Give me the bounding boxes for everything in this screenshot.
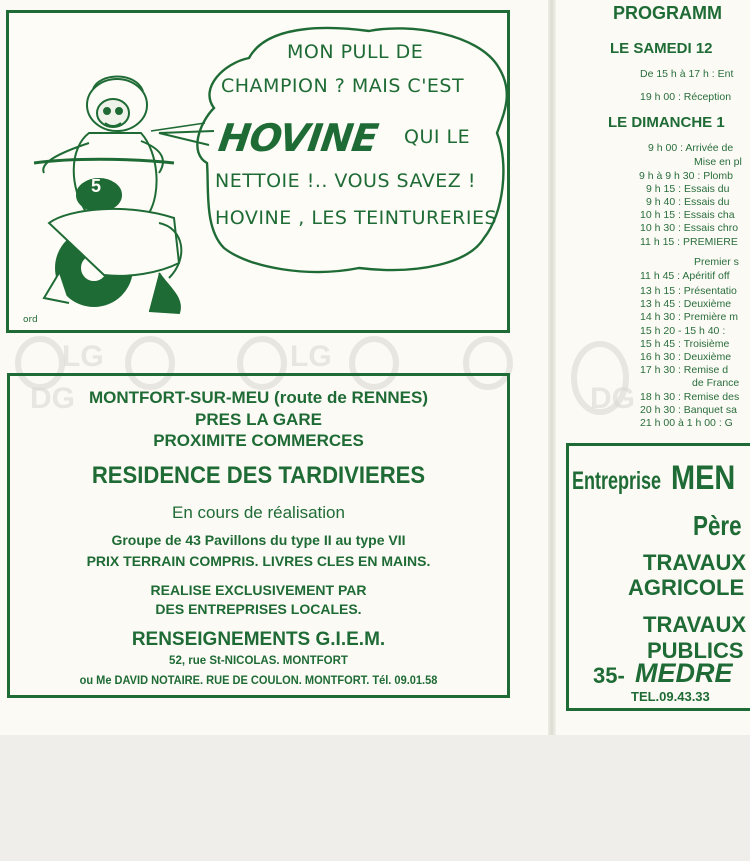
sunday-item: 13 h 15 : Présentatio xyxy=(640,285,737,297)
entreprise-trade-1a: TRAVAUX xyxy=(643,550,747,575)
bubble-line-2: CHAMPION ? MAIS C'EST xyxy=(221,75,465,97)
residence-details-2: PRIX TERRAIN COMPRIS. LIVRES CLES EN MAINS. xyxy=(86,553,431,569)
entreprise-trade-2a: TRAVAUX xyxy=(643,612,747,637)
watermark-text-2: LG xyxy=(290,340,332,373)
residence-name: RESIDENCE DES TARDIVIERES xyxy=(91,462,426,489)
entreprise-prefix: Entreprise xyxy=(572,467,662,495)
sunday-item: 18 h 30 : Remise des xyxy=(640,391,740,403)
residence-builders-2: DES ENTREPRISES LOCALES. xyxy=(155,601,362,617)
sunday-item: 11 h 15 : PREMIERE xyxy=(640,236,738,248)
sunday-item: 10 h 15 : Essais cha xyxy=(640,209,735,221)
entreprise-trade-1b: AGRICOLE xyxy=(628,575,745,600)
sunday-item: de France xyxy=(692,377,740,389)
residence-details-1: Groupe de 43 Pavillons du type II au type VII xyxy=(111,532,406,548)
programme-sunday: LE DIMANCHE 1 xyxy=(608,114,725,131)
saturday-item: De 15 h à 17 h : Ent xyxy=(640,68,734,80)
sunday-item: 9 h à 9 h 30 : Plomb xyxy=(639,170,733,182)
residence-near-station: PRES LA GARE xyxy=(195,410,322,429)
residence-contact: ou Me DAVID NOTAIRE. RUE DE COULON. MONTFORT. Tél. 09.01.58 xyxy=(79,675,438,687)
sunday-item: 17 h 30 : Remise d xyxy=(640,364,729,376)
residence-near-shops: PROXIMITE COMMERCES xyxy=(153,431,364,450)
saturday-item: 19 h 00 : Réception xyxy=(640,91,732,103)
sunday-item: 15 h 20 - 15 h 40 : xyxy=(640,325,726,337)
programme-title: PROGRAMM xyxy=(613,3,722,23)
entreprise-phone: TEL.09.43.33 xyxy=(631,689,710,704)
hovine-cartoon-ad xyxy=(6,10,510,333)
rider-number: 5 xyxy=(91,176,102,196)
entreprise-ad xyxy=(566,443,750,711)
sunday-item: 9 h 40 : Essais du xyxy=(646,196,730,208)
sunday-item: 16 h 30 : Deuxième xyxy=(640,351,732,363)
residence-address: 52, rue St-NICOLAS. MONTFORT xyxy=(169,655,348,667)
entreprise-name: MEN xyxy=(671,459,736,497)
sunday-item: 9 h 15 : Essais du xyxy=(646,183,730,195)
sunday-item: 15 h 45 : Troisième xyxy=(640,338,730,350)
sunday-item: 21 h 00 à 1 h 00 : G xyxy=(640,417,733,429)
entreprise-trade-2b: PUBLICS xyxy=(647,638,744,663)
residence-status: En cours de réalisation xyxy=(172,503,345,522)
sunday-item: 10 h 30 : Essais chro xyxy=(640,222,739,234)
hovine-brand: HOVINE xyxy=(215,116,381,160)
sunday-item: 20 h 30 : Banquet sa xyxy=(640,404,737,416)
watermark-text-1: LG xyxy=(62,340,104,373)
residence-builders-1: REALISE EXCLUSIVEMENT PAR xyxy=(150,582,367,598)
sunday-item: Mise en pl xyxy=(694,156,742,168)
bubble-line-3: QUI LE xyxy=(404,126,471,148)
entreprise-town: MEDRE xyxy=(635,658,733,688)
entreprise-dept: 35- xyxy=(593,663,625,688)
bubble-line-1: MON PULL DE xyxy=(287,41,424,63)
residence-location: MONTFORT-SUR-MEU (route de RENNES) xyxy=(88,388,429,407)
entreprise-pere: Père xyxy=(693,510,742,541)
sunday-item: 9 h 00 : Arrivée de xyxy=(648,142,734,154)
page-fold xyxy=(548,0,556,735)
sunday-item: Premier s xyxy=(694,256,739,268)
sunday-item: 13 h 45 : Deuxième xyxy=(640,298,732,310)
watermark-text-3: DG xyxy=(30,382,75,415)
residence-info-title: RENSEIGNEMENTS G.I.E.M. xyxy=(131,629,386,650)
bubble-line-5: HOVINE , LES TEINTURERIES xyxy=(215,207,498,229)
sunday-item: 14 h 30 : Première m xyxy=(640,311,739,323)
scan-background xyxy=(0,735,750,861)
artist-signature: ord xyxy=(23,315,38,325)
residence-ad xyxy=(7,373,510,698)
programme-saturday: LE SAMEDI 12 xyxy=(610,40,713,57)
watermark-text-4: DG xyxy=(590,382,635,415)
sunday-item: 11 h 45 : Apéritif off xyxy=(640,270,730,282)
bubble-line-4: NETTOIE !.. VOUS SAVEZ ! xyxy=(215,170,476,192)
rider-drawing xyxy=(34,77,181,314)
